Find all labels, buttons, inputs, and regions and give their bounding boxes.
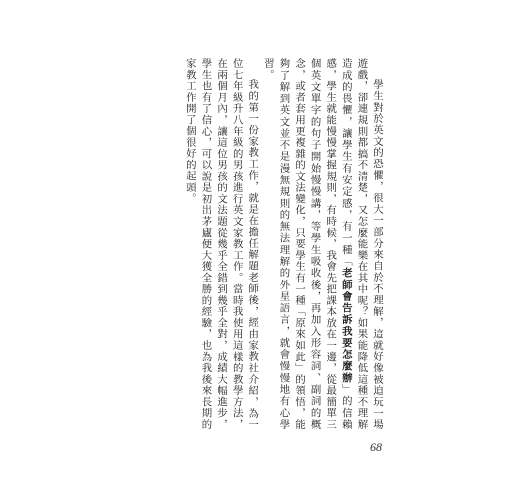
paragraph-1 xyxy=(259,58,384,430)
page-number: 68 xyxy=(370,440,382,454)
paragraph-1-segment-3: 」的信賴感，學生就能慢慢掌握規則，有時候，我會先把課本放在一邊，從最簡單三個英文單字的句子開始慢慢講，等學生吸收後，再加入形容詞、副詞的概念，或者套用更複雜的文法變化，只要學生有一種「原來如此」的領悟，能夠了解到英文並不是漫無規則的無法理解的外星語言，就會慢慢地有心學習。 xyxy=(261,58,352,431)
emphasized-quote: 老師會告訴我要怎麼辦 xyxy=(339,267,352,384)
paragraph-1-segment-1: 學生對於英文的恐懼，很大一部分來自於不理解，這就好像被迫玩一場遊戲，卻連規則都搞不清楚，又怎麼能樂在其中呢？如果能降低這種不理解造成的畏懼，讓學生有安定感，有一種「 xyxy=(339,58,383,430)
vertical-text-block xyxy=(136,58,384,430)
paragraph-2 xyxy=(181,58,259,430)
paragraph-2-segment-1: 我的第一份家教工作，就是在擔任解題老師後，經由家教社介紹，為一位七年級升八年級的男孩進行英文家教工作。當時我使用這樣的教學方法，在兩個月內，讓這位男孩的文法題從幾乎全錯到幾乎全對，成績大幅進步，學生也有了信心，可以說是初出茅廬便大獲全勝的經驗，也為我後來長期的家教工作開了個很好的起頭。 xyxy=(183,58,259,430)
